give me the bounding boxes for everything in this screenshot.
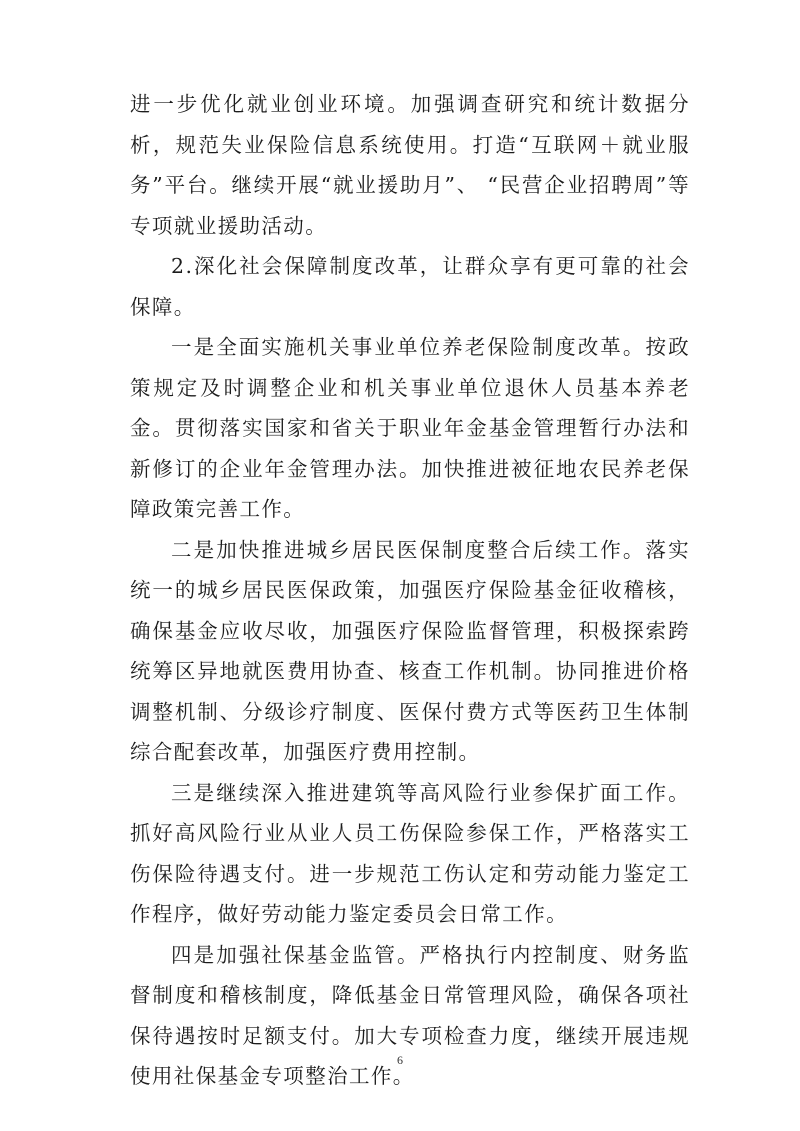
paragraph-item-3-work-injury-insurance: 三是继续深入推进建筑等高风险行业参保扩面工作。抓好高风险行业从业人员工伤保险参保工作，严格落实工伤保险待遇支付。进一步规范工伤认定和劳动能力鉴定工作程序，做好劳动能力鉴定委员会日常工作。 <box>130 780 690 926</box>
paragraph-item-1-pension-reform: 一是全面实施机关事业单位养老保险制度改革。按政策规定及时调整企业和机关事业单位退休人员基本养老金。贯彻落实国家和省关于职业年金基金管理暂行办法和新修订的企业年金管理办法。加快推进被征地农民养老保障政策完善工作。 <box>130 335 690 521</box>
paragraph-item-2-medical-insurance: 二是加快推进城乡居民医保制度整合后续工作。落实统一的城乡居民医保政策，加强医疗保险基金征收稽核，确保基金应收尽收，加强医疗保险监督管理，积极探索跨统筹区异地就医费用协查、核查工作机制。协同推进价格调整机制、分级诊疗制度、医保付费方式等医药卫生体制综合配套改革，加强医疗费用控制。 <box>130 537 690 764</box>
page-number: 6 <box>397 1053 403 1067</box>
section-heading-social-security-reform: 2.深化社会保障制度改革，让群众享有更可靠的社会保障。 <box>130 254 690 319</box>
paragraph-item-4-fund-supervision: 四是加强社保基金监管。严格执行内控制度、财务监督制度和稽核制度，降低基金日常管理风险，确保各项社保待遇按时足额支付。加大专项检查力度，继续开展违规使用社保基金专项整治工作。 <box>130 942 690 1088</box>
document-body <box>130 84 690 1097</box>
paragraph-intro-continued: 进一步优化就业创业环境。加强调查研究和统计数据分析，规范失业保险信息系统使用。打造“互联网＋就业服务”平台。继续开展“就业援助月”、 “民营企业招聘周”等专项就业援助活动。 <box>130 92 690 238</box>
